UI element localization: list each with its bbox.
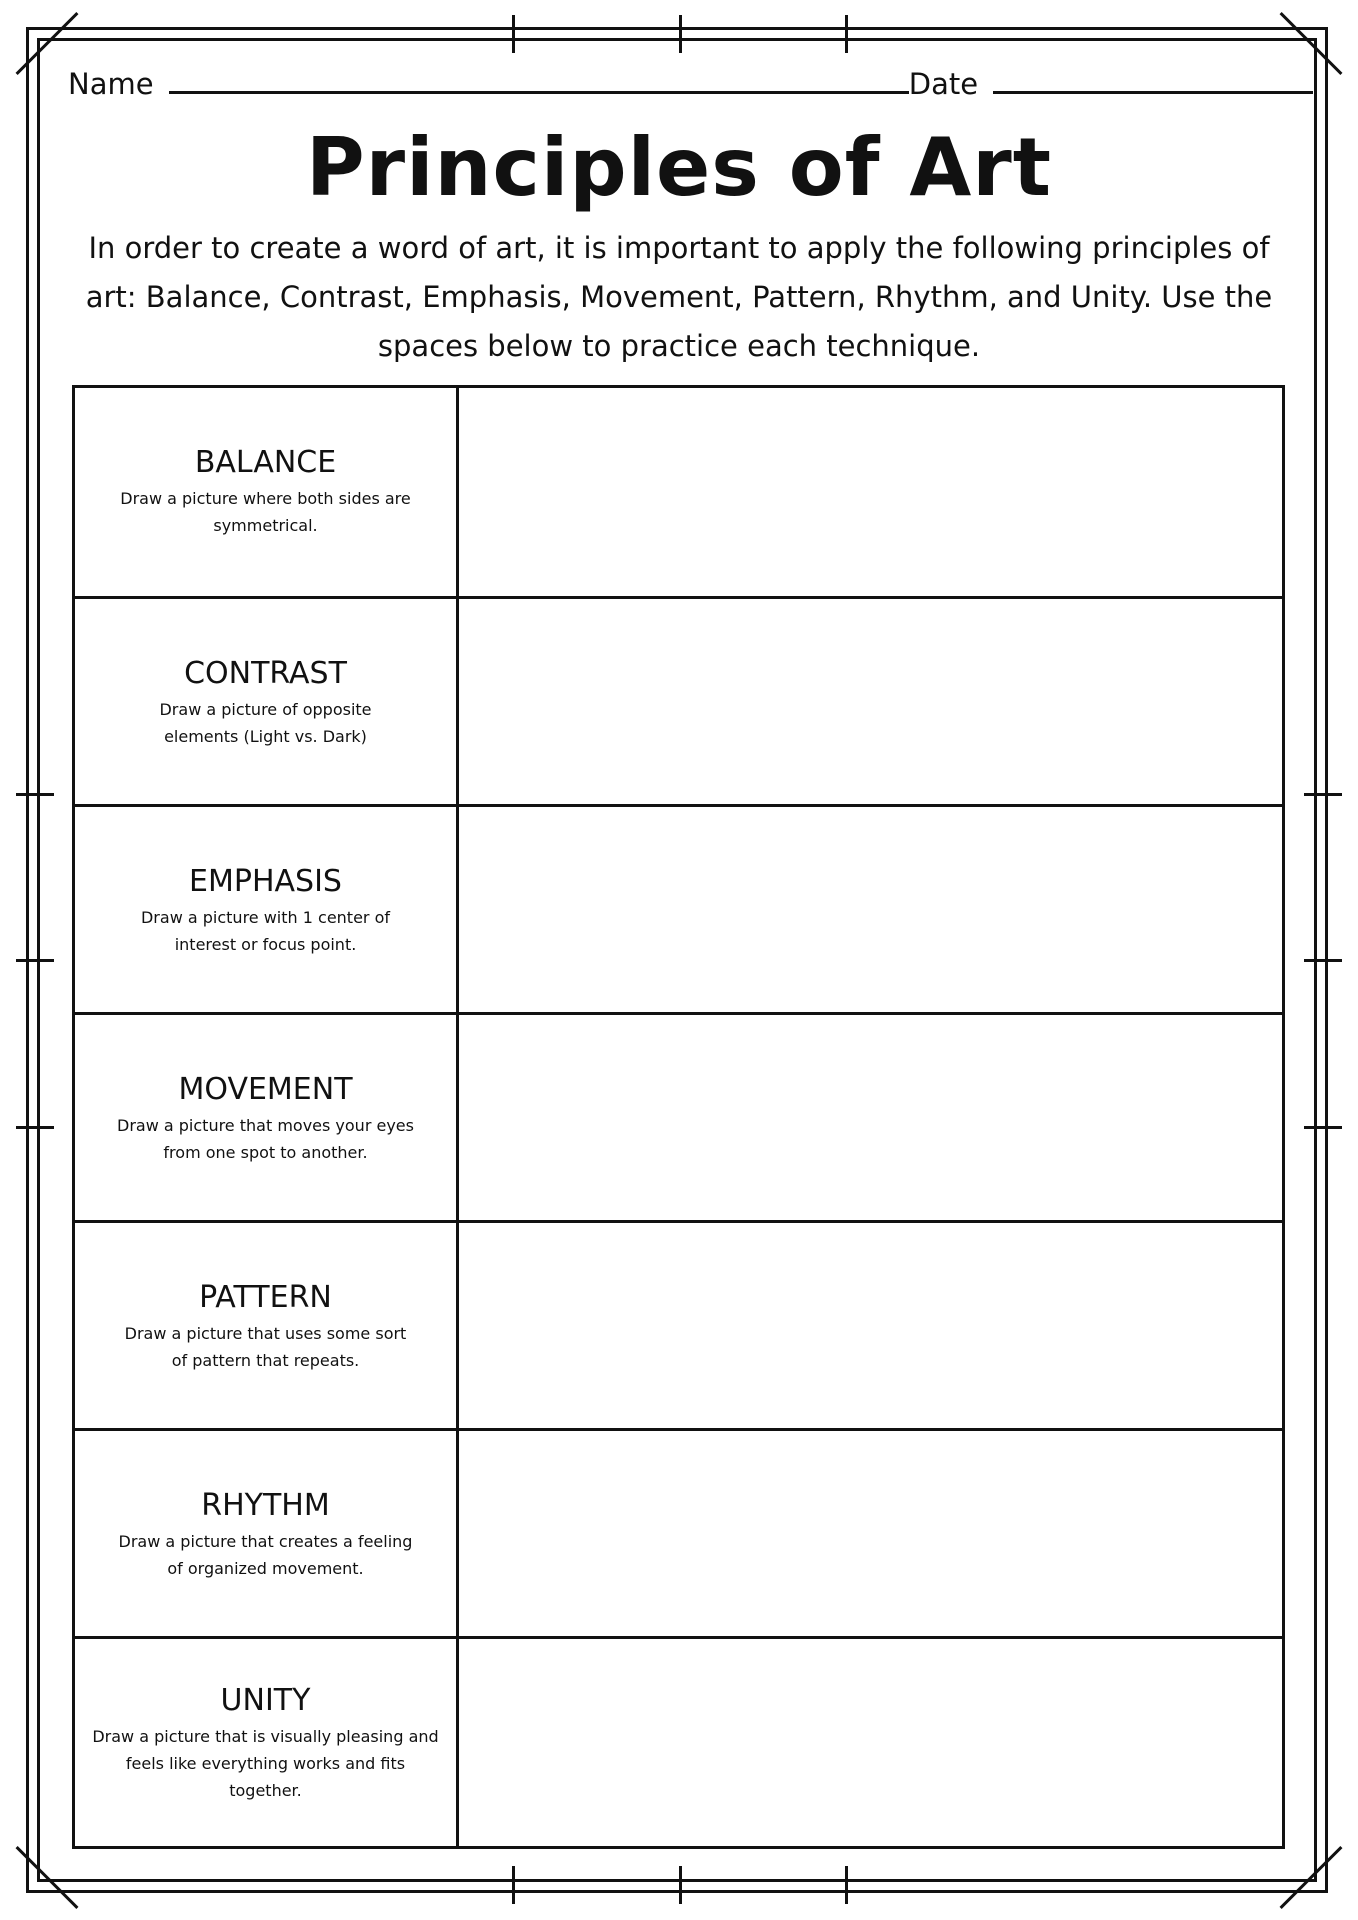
principle-cell — [75, 388, 456, 596]
principle-instruction: Draw a picture that moves your eyes from one spot to another. — [117, 1116, 414, 1162]
tick-mark — [1304, 1126, 1342, 1129]
principle-name: MOVEMENT — [178, 1072, 353, 1107]
principle-name: BALANCE — [194, 445, 337, 480]
name-date-line — [68, 66, 1290, 102]
drawing-area-rhythm[interactable] — [459, 1431, 1282, 1639]
principle-instruction: Draw a picture that creates a feeling of organized movement. — [118, 1532, 413, 1578]
tick-mark — [1304, 793, 1342, 796]
name-label: Name — [68, 67, 154, 101]
principle-name: RHYTHM — [201, 1488, 330, 1523]
principle-instruction: Draw a picture where both sides are symmetrical. — [120, 489, 411, 535]
tick-mark — [16, 959, 54, 962]
principle-instruction: Draw a picture of opposite elements (Light vs. Dark) — [159, 700, 372, 746]
principle-cell — [75, 1639, 456, 1847]
table-row — [75, 596, 1282, 807]
table-row — [75, 1636, 1282, 1847]
tick-mark — [512, 15, 515, 53]
tick-mark — [845, 15, 848, 53]
column-divider — [456, 388, 459, 1846]
drawing-area-balance[interactable] — [459, 388, 1282, 596]
principle-cell — [75, 1015, 456, 1223]
drawing-area-movement[interactable] — [459, 1015, 1282, 1223]
tick-mark — [845, 1866, 848, 1904]
principle-instruction: Draw a picture that is visually pleasing and feels like everything works and fits together. — [92, 1726, 439, 1800]
date-field[interactable] — [993, 69, 1313, 94]
drawing-area-emphasis[interactable] — [459, 807, 1282, 1015]
principle-name: EMPHASIS — [189, 864, 342, 899]
principles-table — [72, 385, 1285, 1849]
tick-mark — [16, 793, 54, 796]
principle-cell — [75, 1223, 456, 1431]
principle-name: CONTRAST — [184, 656, 347, 691]
table-row — [75, 1012, 1282, 1223]
principle-name: PATTERN — [199, 1280, 332, 1315]
tick-mark — [1304, 959, 1342, 962]
tick-mark — [16, 1126, 54, 1129]
table-row — [75, 1428, 1282, 1639]
tick-mark — [679, 1866, 682, 1904]
drawing-area-unity[interactable] — [459, 1639, 1282, 1847]
name-field[interactable] — [169, 69, 909, 94]
principle-cell — [75, 599, 456, 807]
principle-instruction: Draw a picture that uses some sort of pattern that repeats. — [124, 1324, 407, 1370]
tick-mark — [512, 1866, 515, 1904]
date-label: Date — [908, 67, 979, 101]
table-row — [75, 388, 1282, 596]
table-row — [75, 804, 1282, 1015]
intro-paragraph: In order to create a word of art, it is important to apply the following principles of art: Balance, Contrast, Emphasis, Movement, Pattern, Rhythm, and Unity. Use the spaces below to practice each technique. — [85, 231, 1273, 363]
principle-cell — [75, 807, 456, 1015]
tick-mark — [679, 15, 682, 53]
drawing-area-pattern[interactable] — [459, 1223, 1282, 1431]
drawing-area-contrast[interactable] — [459, 599, 1282, 807]
page-title: Principles of Art — [306, 121, 1052, 214]
principle-instruction: Draw a picture with 1 center of interest or focus point. — [140, 908, 390, 954]
table-row — [75, 1220, 1282, 1431]
principle-cell — [75, 1431, 456, 1639]
principle-name: UNITY — [220, 1682, 311, 1718]
